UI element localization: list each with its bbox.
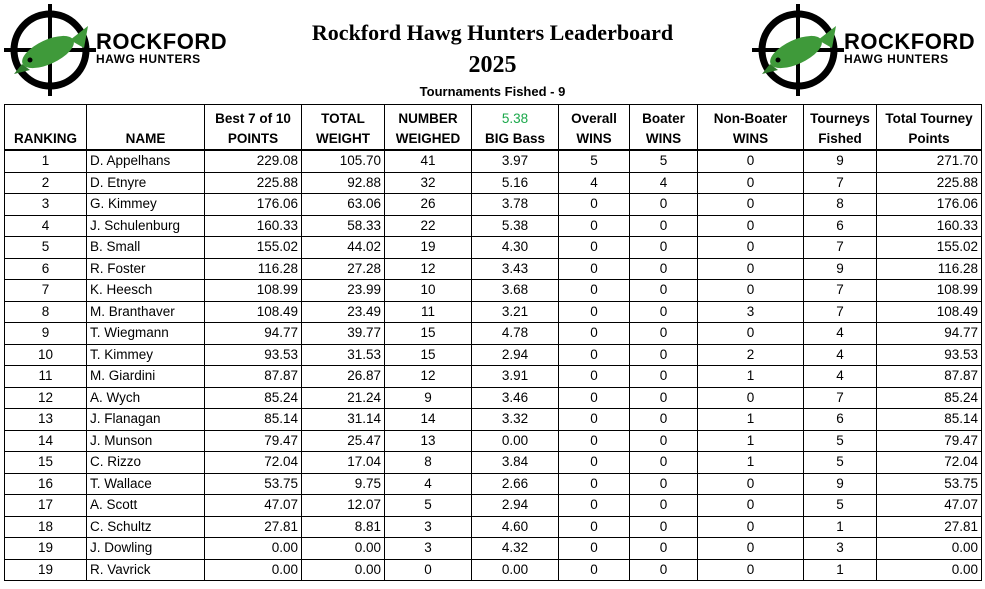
cell-name: T. Wiegmann xyxy=(87,323,205,345)
column-header-number-weighed[interactable] xyxy=(385,105,472,151)
cell-total-weight: 21.24 xyxy=(302,387,385,409)
cell-number-weighed: 13 xyxy=(385,430,472,452)
cell-big-bass: 4.60 xyxy=(472,516,559,538)
cell-big-bass: 2.94 xyxy=(472,344,559,366)
cell-ranking: 6 xyxy=(5,258,87,280)
table-row xyxy=(5,366,982,388)
column-header-top xyxy=(8,109,83,129)
column-header-name[interactable] xyxy=(87,105,205,151)
cell-points: 94.77 xyxy=(205,323,302,345)
cell-tourneys-fished: 5 xyxy=(804,452,877,474)
cell-non-boater-wins: 0 xyxy=(698,387,804,409)
cell-total-weight: 39.77 xyxy=(302,323,385,345)
cell-boater-wins: 0 xyxy=(630,473,698,495)
column-header-bottom: BIG Bass xyxy=(484,131,546,146)
cell-number-weighed: 3 xyxy=(385,516,472,538)
column-header-top xyxy=(90,109,201,129)
cell-total-tourney-points: 108.99 xyxy=(877,280,982,302)
cell-total-weight: 9.75 xyxy=(302,473,385,495)
cell-name: J. Dowling xyxy=(87,538,205,560)
cell-boater-wins: 0 xyxy=(630,559,698,581)
cell-number-weighed: 15 xyxy=(385,344,472,366)
cell-big-bass: 3.97 xyxy=(472,150,559,172)
column-header-bottom: Fished xyxy=(818,131,862,146)
table-row xyxy=(5,215,982,237)
cell-total-weight: 23.99 xyxy=(302,280,385,302)
cell-boater-wins: 0 xyxy=(630,301,698,323)
cell-name: C. Rizzo xyxy=(87,452,205,474)
page-title: Rockford Hawg Hunters Leaderboard xyxy=(311,20,674,45)
column-header-top: Non-Boater xyxy=(713,111,788,126)
cell-total-weight: 26.87 xyxy=(302,366,385,388)
cell-points: 108.99 xyxy=(205,280,302,302)
cell-non-boater-wins: 1 xyxy=(698,452,804,474)
cell-big-bass: 3.68 xyxy=(472,280,559,302)
cell-non-boater-wins: 0 xyxy=(698,172,804,194)
cell-points: 0.00 xyxy=(205,559,302,581)
cell-overall-wins: 0 xyxy=(559,430,630,452)
cell-non-boater-wins: 3 xyxy=(698,301,804,323)
cell-total-weight: 25.47 xyxy=(302,430,385,452)
cell-boater-wins: 0 xyxy=(630,323,698,345)
cell-big-bass: 4.30 xyxy=(472,237,559,259)
cell-non-boater-wins: 1 xyxy=(698,366,804,388)
cell-number-weighed: 12 xyxy=(385,258,472,280)
column-header-top: Total Tourney xyxy=(885,111,973,126)
cell-non-boater-wins: 0 xyxy=(698,194,804,216)
cell-ranking: 1 xyxy=(5,150,87,172)
cell-overall-wins: 0 xyxy=(559,538,630,560)
cell-big-bass: 5.16 xyxy=(472,172,559,194)
crosshair-fish-icon xyxy=(4,4,96,96)
cell-non-boater-wins: 0 xyxy=(698,215,804,237)
table-row xyxy=(5,387,982,409)
cell-number-weighed: 14 xyxy=(385,409,472,431)
cell-overall-wins: 0 xyxy=(559,452,630,474)
cell-ranking: 2 xyxy=(5,172,87,194)
column-header-bottom: RANKING xyxy=(14,131,77,146)
cell-non-boater-wins: 0 xyxy=(698,323,804,345)
cell-overall-wins: 0 xyxy=(559,344,630,366)
cell-non-boater-wins: 0 xyxy=(698,473,804,495)
cell-total-tourney-points: 47.07 xyxy=(877,495,982,517)
cell-non-boater-wins: 2 xyxy=(698,344,804,366)
cell-total-tourney-points: 116.28 xyxy=(877,258,982,280)
cell-total-tourney-points: 85.24 xyxy=(877,387,982,409)
column-header-bottom: WINS xyxy=(732,131,769,146)
cell-total-weight: 8.81 xyxy=(302,516,385,538)
cell-name: K. Heesch xyxy=(87,280,205,302)
cell-name: T. Wallace xyxy=(87,473,205,495)
cell-boater-wins: 0 xyxy=(630,387,698,409)
cell-number-weighed: 10 xyxy=(385,280,472,302)
cell-name: D. Etnyre xyxy=(87,172,205,194)
column-header-top: Best 7 of 10 xyxy=(215,111,291,126)
column-header-total-weight[interactable] xyxy=(302,105,385,151)
cell-points: 47.07 xyxy=(205,495,302,517)
column-header-bottom: WEIGHT xyxy=(316,131,370,146)
column-header-bottom: NAME xyxy=(125,131,166,146)
cell-ranking: 3 xyxy=(5,194,87,216)
cell-points: 229.08 xyxy=(205,150,302,172)
cell-big-bass: 2.94 xyxy=(472,495,559,517)
cell-big-bass: 3.43 xyxy=(472,258,559,280)
cell-tourneys-fished: 6 xyxy=(804,215,877,237)
table-row xyxy=(5,409,982,431)
cell-boater-wins: 0 xyxy=(630,538,698,560)
table-row xyxy=(5,538,982,560)
cell-boater-wins: 0 xyxy=(630,516,698,538)
cell-ranking: 10 xyxy=(5,344,87,366)
cell-ranking: 17 xyxy=(5,495,87,517)
cell-overall-wins: 0 xyxy=(559,258,630,280)
cell-number-weighed: 11 xyxy=(385,301,472,323)
cell-non-boater-wins: 0 xyxy=(698,237,804,259)
cell-points: 27.81 xyxy=(205,516,302,538)
season-year: 2025 xyxy=(468,52,517,78)
table-row xyxy=(5,194,982,216)
cell-overall-wins: 0 xyxy=(559,323,630,345)
table-row xyxy=(5,280,982,302)
cell-tourneys-fished: 4 xyxy=(804,344,877,366)
cell-boater-wins: 0 xyxy=(630,237,698,259)
cell-name: G. Kimmey xyxy=(87,194,205,216)
cell-number-weighed: 19 xyxy=(385,237,472,259)
cell-name: M. Giardini xyxy=(87,366,205,388)
column-header-bottom: POINTS xyxy=(227,131,279,146)
cell-total-tourney-points: 27.81 xyxy=(877,516,982,538)
table-row xyxy=(5,452,982,474)
logo-line1: ROCKFORD xyxy=(844,29,976,54)
cell-total-weight: 27.28 xyxy=(302,258,385,280)
cell-number-weighed: 22 xyxy=(385,215,472,237)
cell-total-weight: 44.02 xyxy=(302,237,385,259)
header-row xyxy=(5,105,982,151)
cell-name: C. Schultz xyxy=(87,516,205,538)
cell-overall-wins: 5 xyxy=(559,150,630,172)
table-row xyxy=(5,172,982,194)
cell-overall-wins: 0 xyxy=(559,495,630,517)
cell-total-tourney-points: 85.14 xyxy=(877,409,982,431)
cell-big-bass: 3.21 xyxy=(472,301,559,323)
column-header-big-bass[interactable] xyxy=(472,105,559,151)
cell-name: D. Appelhans xyxy=(87,150,205,172)
column-header-bottom: WINS xyxy=(645,131,682,146)
cell-name: A. Wych xyxy=(87,387,205,409)
cell-ranking: 19 xyxy=(5,559,87,581)
cell-tourneys-fished: 7 xyxy=(804,172,877,194)
table-row xyxy=(5,430,982,452)
logo-line1: ROCKFORD xyxy=(96,29,228,54)
cell-tourneys-fished: 3 xyxy=(804,538,877,560)
cell-big-bass: 5.38 xyxy=(472,215,559,237)
cell-non-boater-wins: 1 xyxy=(698,430,804,452)
cell-points: 225.88 xyxy=(205,172,302,194)
cell-total-tourney-points: 93.53 xyxy=(877,344,982,366)
column-header-non-boater-wins[interactable] xyxy=(698,105,804,151)
column-header-boater-wins[interactable] xyxy=(630,105,698,151)
cell-boater-wins: 0 xyxy=(630,430,698,452)
cell-big-bass: 3.32 xyxy=(472,409,559,431)
cell-big-bass: 4.32 xyxy=(472,538,559,560)
logo-right xyxy=(752,4,982,96)
table-row xyxy=(5,495,982,517)
cell-ranking: 15 xyxy=(5,452,87,474)
cell-boater-wins: 0 xyxy=(630,344,698,366)
cell-overall-wins: 0 xyxy=(559,237,630,259)
cell-ranking: 5 xyxy=(5,237,87,259)
cell-tourneys-fished: 7 xyxy=(804,387,877,409)
cell-name: A. Scott xyxy=(87,495,205,517)
cell-ranking: 14 xyxy=(5,430,87,452)
table-row xyxy=(5,150,982,172)
column-header-top: Tourneys xyxy=(810,111,870,126)
cell-number-weighed: 32 xyxy=(385,172,472,194)
cell-non-boater-wins: 0 xyxy=(698,516,804,538)
cell-total-weight: 31.53 xyxy=(302,344,385,366)
cell-boater-wins: 0 xyxy=(630,495,698,517)
cell-non-boater-wins: 0 xyxy=(698,495,804,517)
cell-points: 79.47 xyxy=(205,430,302,452)
table-row xyxy=(5,473,982,495)
cell-number-weighed: 8 xyxy=(385,452,472,474)
cell-number-weighed: 3 xyxy=(385,538,472,560)
cell-points: 93.53 xyxy=(205,344,302,366)
cell-big-bass: 3.46 xyxy=(472,387,559,409)
cell-number-weighed: 15 xyxy=(385,323,472,345)
cell-overall-wins: 0 xyxy=(559,516,630,538)
cell-overall-wins: 0 xyxy=(559,473,630,495)
cell-big-bass: 0.00 xyxy=(472,559,559,581)
cell-total-tourney-points: 155.02 xyxy=(877,237,982,259)
cell-tourneys-fished: 9 xyxy=(804,473,877,495)
cell-name: T. Kimmey xyxy=(87,344,205,366)
cell-tourneys-fished: 8 xyxy=(804,194,877,216)
cell-points: 85.24 xyxy=(205,387,302,409)
cell-total-weight: 0.00 xyxy=(302,559,385,581)
cell-tourneys-fished: 1 xyxy=(804,559,877,581)
cell-boater-wins: 0 xyxy=(630,194,698,216)
cell-overall-wins: 0 xyxy=(559,280,630,302)
cell-non-boater-wins: 0 xyxy=(698,559,804,581)
cell-non-boater-wins: 0 xyxy=(698,538,804,560)
table-row xyxy=(5,559,982,581)
cell-tourneys-fished: 7 xyxy=(804,280,877,302)
cell-overall-wins: 4 xyxy=(559,172,630,194)
cell-tourneys-fished: 5 xyxy=(804,430,877,452)
cell-overall-wins: 0 xyxy=(559,387,630,409)
cell-number-weighed: 0 xyxy=(385,559,472,581)
cell-name: J. Munson xyxy=(87,430,205,452)
cell-big-bass: 3.84 xyxy=(472,452,559,474)
cell-tourneys-fished: 4 xyxy=(804,366,877,388)
table-row xyxy=(5,237,982,259)
cell-points: 160.33 xyxy=(205,215,302,237)
cell-tourneys-fished: 1 xyxy=(804,516,877,538)
cell-total-tourney-points: 0.00 xyxy=(877,538,982,560)
cell-overall-wins: 0 xyxy=(559,559,630,581)
cell-tourneys-fished: 4 xyxy=(804,323,877,345)
tournaments-fished-count: Tournaments Fished - 9 xyxy=(419,84,566,99)
table-row xyxy=(5,323,982,345)
column-header-top: TOTAL xyxy=(321,111,365,126)
logo-left xyxy=(4,4,234,96)
cell-ranking: 4 xyxy=(5,215,87,237)
cell-points: 155.02 xyxy=(205,237,302,259)
cell-ranking: 11 xyxy=(5,366,87,388)
cell-points: 53.75 xyxy=(205,473,302,495)
column-header-top: Boater xyxy=(642,111,685,126)
cell-name: J. Flanagan xyxy=(87,409,205,431)
cell-name: R. Foster xyxy=(87,258,205,280)
cell-boater-wins: 0 xyxy=(630,409,698,431)
column-header-ranking[interactable] xyxy=(5,105,87,151)
cell-overall-wins: 0 xyxy=(559,366,630,388)
column-header-tourneys-fished[interactable] xyxy=(804,105,877,151)
cell-total-tourney-points: 271.70 xyxy=(877,150,982,172)
cell-name: B. Small xyxy=(87,237,205,259)
cell-number-weighed: 41 xyxy=(385,150,472,172)
table-row xyxy=(5,344,982,366)
cell-number-weighed: 4 xyxy=(385,473,472,495)
column-header-top: 5.38 xyxy=(501,111,529,126)
cell-overall-wins: 0 xyxy=(559,194,630,216)
cell-total-weight: 58.33 xyxy=(302,215,385,237)
cell-total-tourney-points: 79.47 xyxy=(877,430,982,452)
cell-big-bass: 4.78 xyxy=(472,323,559,345)
table-row xyxy=(5,516,982,538)
cell-name: J. Schulenburg xyxy=(87,215,205,237)
column-header-top: Overall xyxy=(571,111,617,126)
cell-points: 176.06 xyxy=(205,194,302,216)
cell-non-boater-wins: 1 xyxy=(698,409,804,431)
cell-number-weighed: 5 xyxy=(385,495,472,517)
column-header-total-tourney-points[interactable] xyxy=(877,105,982,151)
column-header-bottom: Points xyxy=(908,131,950,146)
cell-overall-wins: 0 xyxy=(559,215,630,237)
cell-tourneys-fished: 9 xyxy=(804,258,877,280)
logo-line2: HAWG HUNTERS xyxy=(96,52,201,66)
cell-number-weighed: 26 xyxy=(385,194,472,216)
cell-total-tourney-points: 94.77 xyxy=(877,323,982,345)
cell-total-tourney-points: 72.04 xyxy=(877,452,982,474)
cell-tourneys-fished: 5 xyxy=(804,495,877,517)
cell-points: 108.49 xyxy=(205,301,302,323)
cell-total-tourney-points: 160.33 xyxy=(877,215,982,237)
cell-non-boater-wins: 0 xyxy=(698,150,804,172)
cell-tourneys-fished: 7 xyxy=(804,237,877,259)
cell-boater-wins: 0 xyxy=(630,280,698,302)
cell-total-tourney-points: 0.00 xyxy=(877,559,982,581)
cell-total-tourney-points: 53.75 xyxy=(877,473,982,495)
cell-big-bass: 3.91 xyxy=(472,366,559,388)
cell-points: 116.28 xyxy=(205,258,302,280)
column-header-points[interactable] xyxy=(205,105,302,151)
column-header-top: NUMBER xyxy=(398,111,458,126)
table-row xyxy=(5,301,982,323)
cell-overall-wins: 0 xyxy=(559,409,630,431)
cell-boater-wins: 0 xyxy=(630,258,698,280)
cell-number-weighed: 9 xyxy=(385,387,472,409)
cell-ranking: 12 xyxy=(5,387,87,409)
cell-ranking: 16 xyxy=(5,473,87,495)
cell-total-weight: 31.14 xyxy=(302,409,385,431)
table-body xyxy=(5,150,982,581)
cell-points: 85.14 xyxy=(205,409,302,431)
cell-total-weight: 23.49 xyxy=(302,301,385,323)
cell-total-weight: 105.70 xyxy=(302,150,385,172)
column-header-bottom: WEIGHED xyxy=(395,131,461,146)
cell-ranking: 8 xyxy=(5,301,87,323)
cell-tourneys-fished: 6 xyxy=(804,409,877,431)
cell-total-tourney-points: 87.87 xyxy=(877,366,982,388)
cell-total-weight: 0.00 xyxy=(302,538,385,560)
cell-boater-wins: 0 xyxy=(630,452,698,474)
cell-total-weight: 63.06 xyxy=(302,194,385,216)
cell-overall-wins: 0 xyxy=(559,301,630,323)
cell-name: R. Vavrick xyxy=(87,559,205,581)
logo-line2: HAWG HUNTERS xyxy=(844,52,949,66)
cell-big-bass: 2.66 xyxy=(472,473,559,495)
cell-points: 72.04 xyxy=(205,452,302,474)
cell-non-boater-wins: 0 xyxy=(698,258,804,280)
column-header-overall-wins[interactable] xyxy=(559,105,630,151)
cell-total-tourney-points: 176.06 xyxy=(877,194,982,216)
cell-ranking: 19 xyxy=(5,538,87,560)
cell-big-bass: 0.00 xyxy=(472,430,559,452)
cell-name: M. Branthaver xyxy=(87,301,205,323)
cell-boater-wins: 4 xyxy=(630,172,698,194)
cell-non-boater-wins: 0 xyxy=(698,280,804,302)
leaderboard-table xyxy=(4,104,982,581)
cell-total-weight: 92.88 xyxy=(302,172,385,194)
crosshair-fish-icon xyxy=(752,4,844,96)
column-header-bottom: WINS xyxy=(576,131,612,146)
cell-points: 0.00 xyxy=(205,538,302,560)
cell-ranking: 7 xyxy=(5,280,87,302)
cell-ranking: 9 xyxy=(5,323,87,345)
cell-number-weighed: 12 xyxy=(385,366,472,388)
cell-ranking: 18 xyxy=(5,516,87,538)
cell-total-tourney-points: 225.88 xyxy=(877,172,982,194)
cell-total-weight: 17.04 xyxy=(302,452,385,474)
cell-boater-wins: 5 xyxy=(630,150,698,172)
cell-points: 87.87 xyxy=(205,366,302,388)
cell-big-bass: 3.78 xyxy=(472,194,559,216)
cell-tourneys-fished: 9 xyxy=(804,150,877,172)
cell-total-weight: 12.07 xyxy=(302,495,385,517)
cell-total-tourney-points: 108.49 xyxy=(877,301,982,323)
cell-ranking: 13 xyxy=(5,409,87,431)
cell-tourneys-fished: 7 xyxy=(804,301,877,323)
cell-boater-wins: 0 xyxy=(630,215,698,237)
cell-boater-wins: 0 xyxy=(630,366,698,388)
table-row xyxy=(5,258,982,280)
